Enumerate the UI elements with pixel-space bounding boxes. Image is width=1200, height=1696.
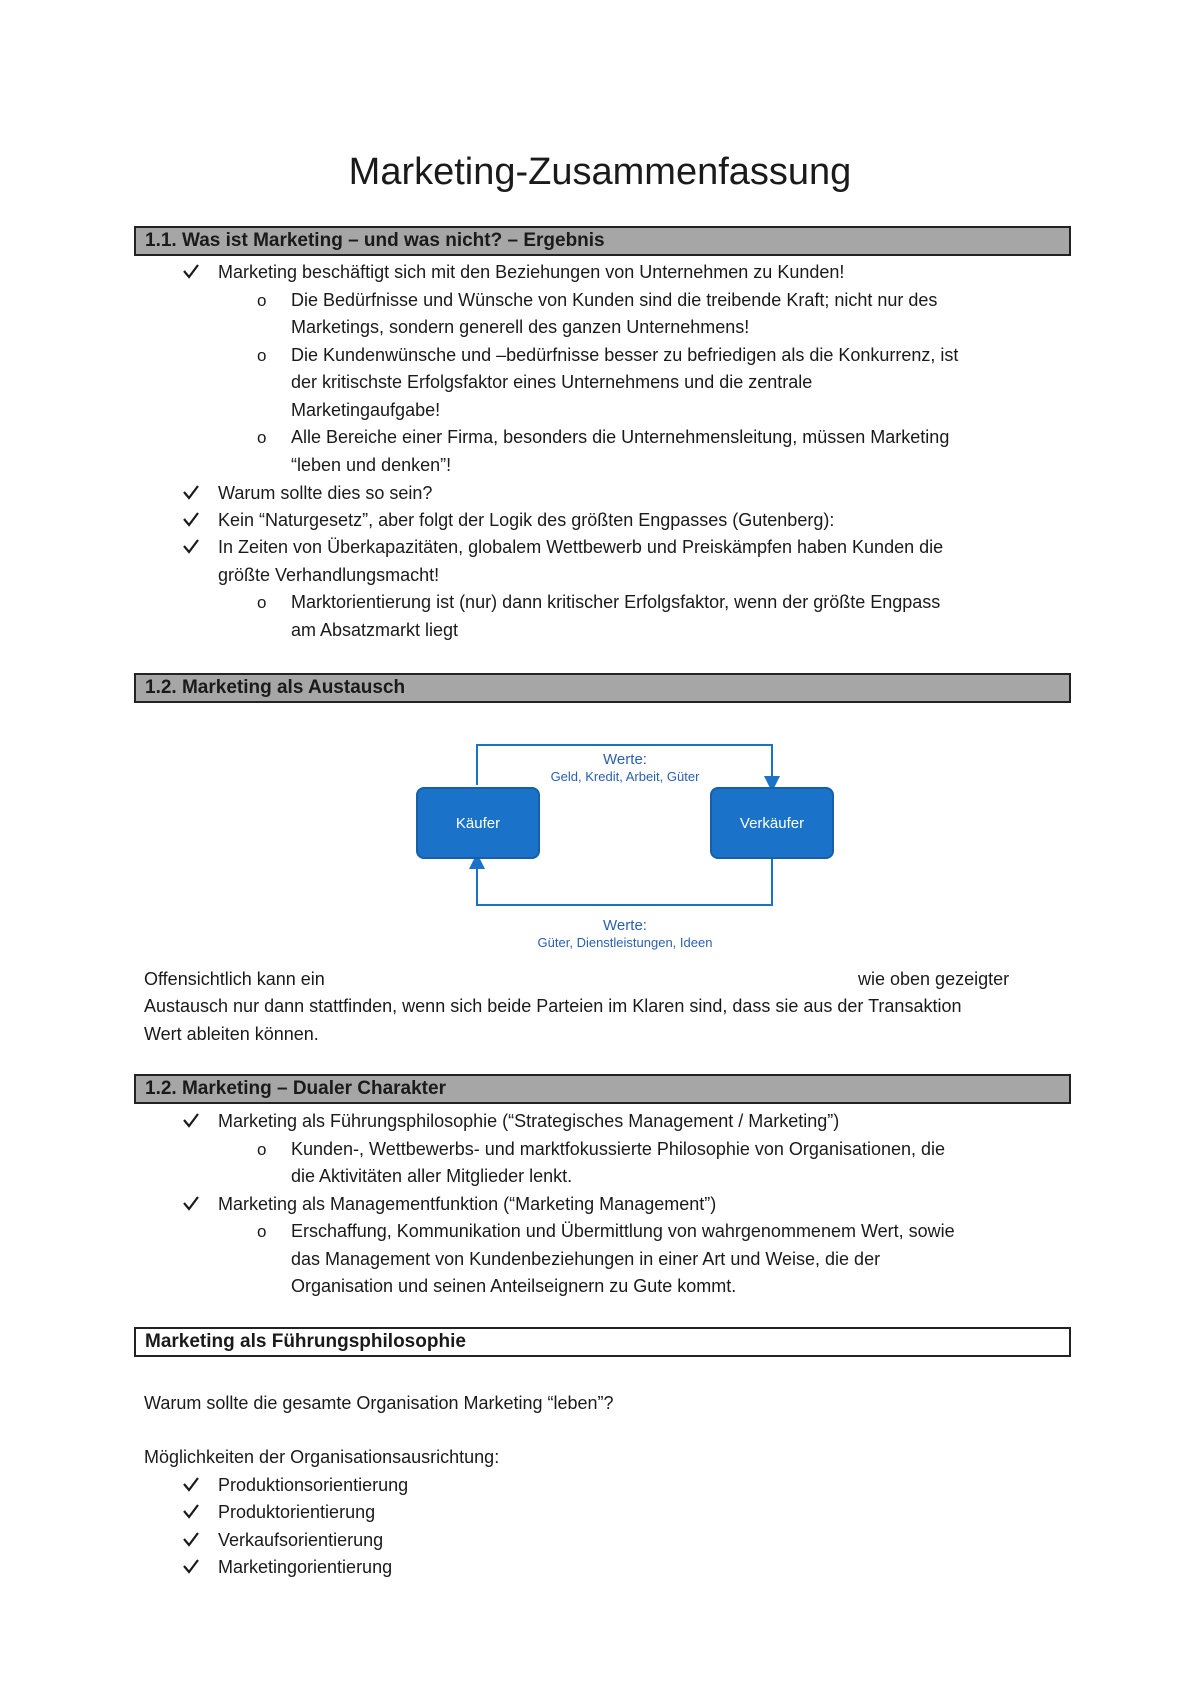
bullet-marker: o [257,593,267,612]
list-item-continuation: das Management von Kundenbeziehungen in einer Art und Weise, die der [291,1249,881,1269]
section-heading-1-2-dualer-charakter: 1.2. Marketing – Dualer Charakter [134,1074,1071,1104]
list-item: Kunden-, Wettbewerbs- und marktfokussierte Philosophie von Organisationen, die [291,1139,946,1159]
check-mark-icon [182,483,202,503]
buyer-box: Käufer [416,787,540,859]
exchange-diagram [410,735,840,960]
seller-box: Verkäufer [710,787,834,859]
bottom-label-values: Güter, Dienstleistungen, Ideen [537,935,713,950]
list-item-continuation: Organisation und seinen Anteilseignern zu Gute kommt. [291,1276,737,1296]
section-heading-fuehrungsphilosophie: Marketing als Führungsphilosophie [134,1327,1071,1357]
paragraph-text: Wert ableiten können. [144,1024,319,1044]
list-item: Erschaffung, Kommunikation und Übermittlung von wahrgenommenem Wert, sowie [291,1221,955,1241]
document-title: Marketing-Zusammenfassung [348,151,852,193]
check-mark-icon [182,262,202,282]
check-mark-icon [182,1194,202,1214]
list-item: Marketing beschäftigt sich mit den Beziehungen von Unternehmen zu Kunden! [218,262,845,282]
check-mark-icon [182,1475,202,1495]
list-item: Produktionsorientierung [218,1475,409,1495]
section-heading-1-1: 1.1. Was ist Marketing – und was nicht? – Ergebnis [134,226,1071,256]
list-item: Verkaufsorientierung [218,1530,384,1550]
intro-text: Möglichkeiten der Organisationsausrichtung: [144,1447,500,1467]
bullet-marker: o [257,346,267,365]
check-mark-icon [182,1530,202,1550]
check-mark-icon [182,537,202,557]
list-item: Marktorientierung ist (nur) dann kritischer Erfolgsfaktor, wenn der größte Engpass [291,592,941,612]
bottom-label-title: Werte: [603,917,647,934]
list-item: Marketing als Führungsphilosophie (“Strategisches Management / Marketing”) [218,1111,840,1131]
list-item-continuation: Marketings, sondern generell des ganzen Unternehmens! [291,317,750,337]
check-mark-icon [182,510,202,530]
bullet-marker: o [257,428,267,447]
list-item: Kein “Naturgesetz”, aber folgt der Logik des größten Engpasses (Gutenberg): [218,510,835,530]
bullet-marker: o [257,291,267,310]
list-item-continuation: die Aktivitäten aller Mitglieder lenkt. [291,1166,573,1186]
list-item-continuation: “leben und denken”! [291,455,452,475]
list-item: Warum sollte dies so sein? [218,483,433,503]
list-item: In Zeiten von Überkapazitäten, globalem Wettbewerb und Preiskämpfen haben Kunden die [218,537,944,557]
paragraph-text: Austausch nur dann stattfinden, wenn sich beide Parteien im Klaren sind, dass sie aus der Transaktion [144,996,962,1016]
list-item-continuation: größte Verhandlungsmacht! [218,565,440,585]
paragraph-text: wie oben gezeigter [858,969,1010,989]
bullet-marker: o [257,1140,267,1159]
top-label-values: Geld, Kredit, Arbeit, Güter [550,769,700,784]
list-item-continuation: der kritischste Erfolgsfaktor eines Unternehmens und die zentrale [291,372,813,392]
section-heading-1-2-austausch: 1.2. Marketing als Austausch [134,673,1071,703]
top-exchange-label [540,751,710,784]
question-text: Warum sollte die gesamte Organisation Marketing “leben”? [144,1393,614,1413]
list-item: Produktorientierung [218,1502,376,1522]
list-item: Alle Bereiche einer Firma, besonders die Unternehmensleitung, müssen Marketing [291,427,950,447]
paragraph-text: Offensichtlich kann ein [144,969,325,989]
list-item: Die Kundenwünsche und –bedürfnisse besser zu befriedigen als die Konkurrenz, ist [291,345,959,365]
check-mark-icon [182,1557,202,1577]
list-item: Die Bedürfnisse und Wünsche von Kunden sind die treibende Kraft; nicht nur des [291,290,938,310]
top-label-title: Werte: [603,751,647,768]
check-mark-icon [182,1502,202,1522]
bottom-exchange-label [510,917,740,950]
list-item: Marketing als Managementfunktion (“Marketing Management”) [218,1194,717,1214]
list-item-continuation: am Absatzmarkt liegt [291,620,459,640]
list-item: Marketingorientierung [218,1557,393,1577]
list-item-continuation: Marketingaufgabe! [291,400,441,420]
bullet-marker: o [257,1222,267,1241]
check-mark-icon [182,1111,202,1131]
